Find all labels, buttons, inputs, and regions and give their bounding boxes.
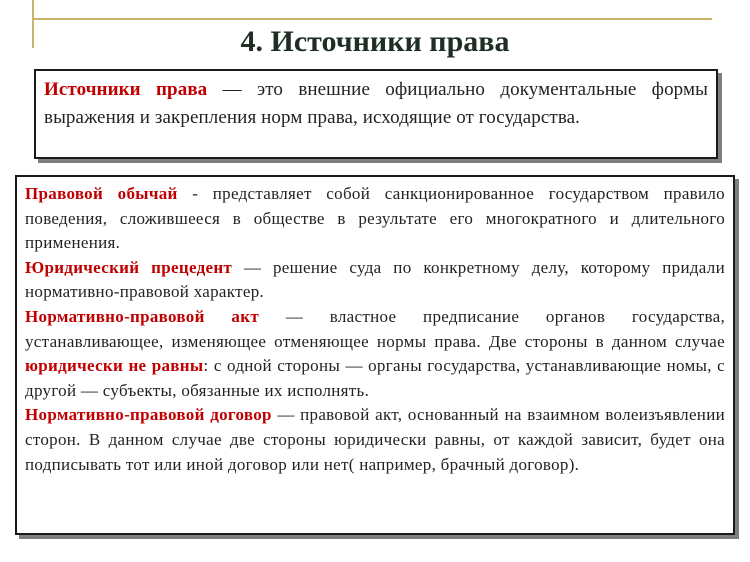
source-normative-contract: [25, 403, 725, 477]
source-normative-contract-text: — правовой акт, основанный на взаимном волеизъявлении сторон. В данном случае две стороны юридически равны, от каждой зависит, будет она подписывать тот или иной договор или нет( например, брачный договор).: [25, 405, 725, 474]
source-normative-act-term: Нормативно-правовой акт: [25, 306, 259, 326]
source-precedent-term: Юридический прецедент: [25, 257, 233, 277]
source-precedent: [25, 256, 725, 305]
source-normative-act-text-after: : с одной стороны — органы государства, устанавливающие номы, с другой — субъекты, обязанные их исполнять.: [25, 356, 725, 400]
source-normative-act-text-before: — властное предписание органов государства, устанавливающее, изменяющее отменяющее нормы права. Две стороны в данном случае: [25, 306, 725, 351]
sources-box: [15, 175, 735, 535]
source-normative-contract-term: Нормативно-правовой договор: [25, 405, 272, 425]
source-custom-text: - представляет собой санкционированное государством правило поведения, сложившееся в обществе в результате его многократного и длительного применения.: [25, 184, 725, 253]
slide-title: 4. Источники права: [240, 25, 510, 58]
definition-paragraph: [44, 76, 708, 131]
source-normative-act-highlight: юридически не равны: [25, 356, 204, 376]
definition-box: [34, 69, 718, 159]
definition-text: — это внешние официально документальные формы выражения и закрепления норм права, исходящие от государства.: [44, 79, 708, 128]
source-custom: [25, 182, 725, 256]
definition-term: Источники права: [44, 79, 208, 100]
source-precedent-text: — решение суда по конкретному делу, которому придали нормативно-правовой характер.: [25, 257, 725, 302]
source-custom-term: Правовой обычай: [25, 184, 178, 203]
source-normative-act: [25, 305, 725, 403]
